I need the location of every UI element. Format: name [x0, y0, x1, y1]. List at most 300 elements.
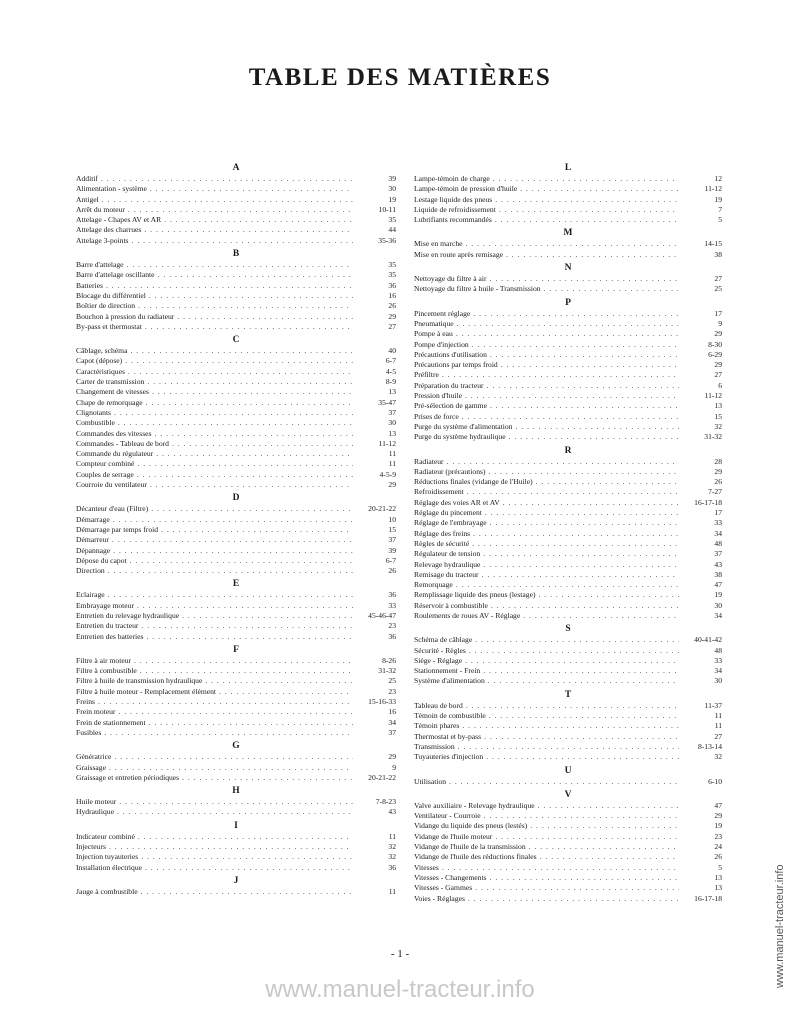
dot-leader: [104, 728, 353, 738]
entry-pages: 28: [714, 456, 722, 466]
entry-pages: 6: [718, 380, 722, 390]
entry-pages: 35: [388, 260, 396, 270]
entry-label: Purge du système d'alimentation: [414, 421, 513, 431]
entry-label: Combustible: [76, 418, 115, 428]
index-entry: [414, 529, 722, 539]
entry-label: Démarrage: [76, 514, 110, 524]
index-entry: [414, 656, 722, 666]
entry-pages: 11: [388, 449, 396, 459]
entry-label: Graissage: [76, 762, 106, 772]
index-entry: [414, 508, 722, 518]
entry-pages: 32: [388, 852, 396, 862]
entry-label: Blocage du différentiel: [76, 290, 146, 300]
index-entry: [414, 215, 722, 225]
index-entry: [76, 205, 396, 215]
entry-pages: 35-36: [378, 235, 396, 245]
section-letter: S: [565, 624, 571, 635]
dot-leader: [536, 477, 679, 487]
index-entry: [76, 546, 396, 556]
entry-label: Purge du système hydraulique: [414, 432, 506, 442]
dot-leader: [128, 205, 353, 215]
section-letter: A: [232, 163, 240, 173]
dot-leader: [219, 687, 353, 697]
side-watermark: www.manuel-tracteur.info: [774, 864, 786, 988]
index-entry: [414, 319, 722, 329]
dot-leader: [164, 215, 353, 225]
index-entry: [414, 560, 722, 570]
index-entry: [76, 184, 396, 194]
index-entry: [414, 832, 722, 842]
index-entry: [414, 842, 722, 852]
entry-label: Huile moteur: [76, 797, 117, 807]
index-entry: [76, 515, 396, 525]
entry-pages: 30: [714, 676, 722, 686]
entry-label: Lestage liquide des pneus: [414, 194, 493, 204]
entry-label: Pincement réglage: [414, 308, 471, 318]
entry-label: Chape de remorquage: [76, 397, 143, 407]
entry-pages: 27: [714, 274, 722, 284]
entry-pages: 11: [388, 459, 396, 469]
dot-leader: [509, 432, 679, 442]
entry-label: Graissage et entretien périodiques: [76, 772, 180, 782]
index-entry: [76, 449, 396, 459]
entry-label: Entretien du tracteur: [76, 621, 139, 631]
index-entry: [414, 711, 722, 721]
entry-pages: 11: [714, 721, 722, 731]
section-letter: B: [232, 249, 240, 260]
entry-pages: 17: [714, 308, 722, 318]
entry-pages: 8-30: [708, 339, 722, 349]
index-entry: [76, 621, 396, 631]
entry-label: Bouchon à pression du radiateur: [76, 311, 175, 321]
entry-label: Mise en marche: [414, 239, 463, 249]
index-entry: [76, 459, 396, 469]
index-entry: [414, 401, 722, 411]
entry-pages: 40-41-42: [694, 635, 722, 645]
entry-pages: 24: [714, 842, 722, 852]
entry-label: Installation électrique: [76, 862, 142, 872]
entry-label: Remorquage: [414, 580, 453, 590]
entry-label: Témoin de combustible: [414, 711, 486, 721]
entry-label: Vidange de l'huile de la transmission: [414, 842, 526, 852]
dot-leader: [473, 529, 679, 539]
dot-leader: [125, 356, 353, 366]
entry-pages: 9: [392, 762, 396, 772]
entry-label: Lampe-témoin de pression d'huile: [414, 184, 518, 194]
entry-pages: 11-12: [704, 184, 722, 194]
dot-leader: [483, 666, 679, 676]
index-entry: [76, 195, 396, 205]
entry-label: Entretien du relevage hydraulique: [76, 610, 180, 620]
entry-label: Attelage 3-points: [76, 235, 129, 245]
index-section: [76, 740, 396, 783]
entry-label: Génératrice: [76, 752, 112, 762]
index-entry: [76, 590, 396, 600]
entry-pages: 34: [388, 717, 396, 727]
dot-leader: [113, 515, 353, 525]
entry-label: Barre d'attelage: [76, 260, 124, 270]
index-entry: [76, 556, 396, 566]
index-entry: [76, 346, 396, 356]
dot-leader: [137, 470, 353, 480]
dot-leader: [530, 821, 679, 831]
entry-pages: 32: [714, 421, 722, 431]
dot-leader: [491, 601, 679, 611]
entry-label: Préparation du tracteur: [414, 380, 484, 390]
entry-label: Remisage du tracteur: [414, 569, 479, 579]
section-letter: G: [232, 741, 240, 752]
dot-leader: [177, 312, 353, 322]
entry-label: Pompe à eau: [414, 329, 453, 339]
index-entry: [76, 763, 396, 773]
index-entry: [414, 721, 722, 731]
entry-pages: 9: [718, 318, 722, 328]
dot-leader: [490, 350, 679, 360]
index-entry: [76, 832, 396, 842]
entry-pages: 33: [388, 600, 396, 610]
index-entry: [76, 312, 396, 322]
index-entry: [76, 566, 396, 576]
entry-pages: 7-8-23: [375, 797, 396, 807]
entry-label: Pneumatique: [414, 318, 454, 328]
index-entry: [76, 728, 396, 738]
entry-pages: 29: [714, 811, 722, 821]
entry-label: Indicateur combiné: [76, 831, 135, 841]
index-entry: [414, 467, 722, 477]
entry-label: Témoin phares: [414, 721, 460, 731]
entry-label: Réductions finales (vidange de l'Huile): [414, 477, 533, 487]
entry-pages: 47: [714, 800, 722, 810]
index-entry: [414, 580, 722, 590]
index-entry: [414, 487, 722, 497]
dot-leader: [146, 632, 353, 642]
index-entry: [76, 807, 396, 817]
index-entry: [414, 250, 722, 260]
entry-pages: 6-10: [708, 776, 722, 786]
entry-label: Vitesses - Changements: [414, 872, 487, 882]
dot-leader: [467, 487, 679, 497]
entry-label: Barre d'attelage oscillante: [76, 270, 155, 280]
dot-leader: [98, 697, 353, 707]
dot-leader: [490, 518, 679, 528]
dot-leader: [112, 535, 353, 545]
watermark: www.manuel-tracteur.info: [265, 976, 535, 1003]
index-entry: [414, 590, 722, 600]
page-number: - 1 -: [390, 948, 410, 960]
dot-leader: [137, 459, 353, 469]
dot-leader: [503, 498, 679, 508]
entry-pages: 26: [714, 477, 722, 487]
index-entry: [414, 432, 722, 442]
index-entry: [76, 270, 396, 280]
index-entry: [414, 873, 722, 883]
entry-pages: 11: [388, 886, 396, 896]
entry-pages: 38: [714, 569, 722, 579]
entry-pages: 11: [714, 711, 722, 721]
entry-pages: 19: [714, 821, 722, 831]
index-entry: [414, 539, 722, 549]
index-entry: [76, 387, 396, 397]
dot-leader: [442, 863, 679, 873]
dot-leader: [489, 711, 679, 721]
entry-label: Préfiltre: [414, 370, 439, 380]
index-entry: [76, 480, 396, 490]
dot-leader: [150, 184, 353, 194]
index-entry: [76, 291, 396, 301]
index-entry: [76, 301, 396, 311]
dot-leader: [475, 883, 679, 893]
index-entry: [414, 477, 722, 487]
index-entry: [414, 863, 722, 873]
index-entry: [76, 398, 396, 408]
entry-pages: 29: [714, 329, 722, 339]
entry-label: Voies - Réglages: [414, 893, 465, 903]
entry-label: Vidange du liquide des pneus (lestés): [414, 821, 528, 831]
entry-label: Radiateur (précautions): [414, 466, 486, 476]
entry-label: Réglage du pincement: [414, 508, 482, 518]
entry-pages: 48: [714, 645, 722, 655]
entry-pages: 31-32: [378, 666, 396, 676]
entry-pages: 27: [714, 731, 722, 741]
index-entry: [414, 239, 722, 249]
entry-label: Carter de transmission: [76, 377, 145, 387]
index-entry: [76, 525, 396, 535]
entry-pages: 32: [388, 842, 396, 852]
dot-leader: [483, 549, 679, 559]
section-letter: P: [565, 297, 571, 308]
entry-label: Compteur combiné: [76, 459, 135, 469]
entry-label: Régulateur de tension: [414, 549, 481, 559]
entry-label: Clignotants: [76, 407, 112, 417]
dot-leader: [499, 205, 679, 215]
entry-label: Démarreur: [76, 535, 109, 545]
entry-pages: 38: [714, 249, 722, 259]
dot-leader: [529, 842, 679, 852]
entry-pages: 11-12: [704, 391, 722, 401]
index-entry: [414, 205, 722, 215]
entry-pages: 11-37: [704, 700, 722, 710]
index-entry: [414, 309, 722, 319]
dot-leader: [482, 570, 679, 580]
entry-pages: 36: [388, 590, 396, 600]
section-letter: U: [564, 765, 572, 776]
index-entry: [76, 236, 396, 246]
entry-label: Hydraulique: [76, 807, 114, 817]
dot-leader: [114, 408, 353, 418]
index-entry: [414, 549, 722, 559]
entry-pages: 13: [714, 401, 722, 411]
dot-leader: [495, 832, 679, 842]
entry-label: Direction: [76, 566, 105, 576]
dot-leader: [488, 676, 679, 686]
entry-pages: 44: [388, 225, 396, 235]
index-entry: [76, 470, 396, 480]
section-letter: F: [233, 644, 239, 655]
index-entry: [76, 852, 396, 862]
index-entry: [414, 329, 722, 339]
entry-label: Boîtier de direction: [76, 301, 136, 311]
index-entry: [414, 611, 722, 621]
entry-pages: 10: [388, 514, 396, 524]
entry-label: Réservoir à combustible: [414, 600, 488, 610]
index-section: [76, 492, 396, 576]
entry-label: Vitesses: [414, 862, 439, 872]
index-entry: [414, 498, 722, 508]
entry-pages: 37: [714, 549, 722, 559]
entry-label: Lubrifiants recommandés: [414, 215, 492, 225]
entry-pages: 32: [714, 752, 722, 762]
entry-pages: 5: [718, 215, 722, 225]
entry-label: Câblage, schéma: [76, 346, 128, 356]
index-entry: [76, 707, 396, 717]
dot-leader: [540, 852, 679, 862]
entry-pages: 29: [714, 360, 722, 370]
index-entry: [414, 174, 722, 184]
entry-label: Règles de sécurité: [414, 538, 470, 548]
entry-label: Tableau de bord: [414, 700, 463, 710]
dot-leader: [119, 797, 353, 807]
dot-leader: [538, 801, 679, 811]
entry-pages: 30: [388, 184, 396, 194]
index-section: [414, 689, 722, 763]
entry-pages: 34: [714, 528, 722, 538]
dot-leader: [487, 381, 679, 391]
dot-leader: [472, 539, 679, 549]
entry-pages: 13: [388, 387, 396, 397]
entry-label: Eclairage: [76, 590, 105, 600]
entry-pages: 16: [388, 290, 396, 300]
index-column-right: [414, 160, 722, 904]
index-entry: [414, 601, 722, 611]
dot-leader: [442, 370, 679, 380]
index-entry: [76, 752, 396, 762]
dot-leader: [520, 184, 679, 194]
dot-leader: [468, 894, 679, 904]
index-entry: [414, 635, 722, 645]
entry-label: Embrayage moteur: [76, 600, 134, 610]
dot-leader: [118, 707, 353, 717]
dot-leader: [462, 721, 679, 731]
index-entry: [76, 632, 396, 642]
index-section: [414, 445, 722, 622]
entry-label: Réglage des voies AR et AV: [414, 497, 500, 507]
entry-pages: 35: [388, 270, 396, 280]
entry-label: Prises de force: [414, 411, 459, 421]
entry-label: Nettoyage du filtre à air: [414, 274, 487, 284]
entry-pages: 36: [388, 280, 396, 290]
entry-label: Nettoyage du filtre à huile - Transmission: [414, 284, 541, 294]
entry-label: Capot (dépose): [76, 356, 123, 366]
dot-leader: [465, 656, 679, 666]
entry-pages: 15: [388, 524, 396, 534]
entry-label: Thermostat et by-pass: [414, 731, 482, 741]
index-entry: [76, 260, 396, 270]
entry-pages: 13: [714, 883, 722, 893]
entry-label: Additif: [76, 174, 98, 183]
index-entry: [414, 195, 722, 205]
dot-leader: [457, 319, 679, 329]
index-entry: [76, 773, 396, 783]
entry-pages: 47: [714, 580, 722, 590]
index-entry: [414, 676, 722, 686]
entry-pages: 26: [714, 852, 722, 862]
dot-leader: [172, 439, 353, 449]
dot-leader: [140, 666, 353, 676]
dot-leader: [130, 346, 353, 356]
entry-label: Batteries: [76, 280, 103, 290]
entry-label: Courroie du ventilateur: [76, 480, 147, 490]
entry-pages: 20-21-22: [368, 504, 396, 514]
index-entry: [414, 894, 722, 904]
index-entry: [414, 284, 722, 294]
entry-label: Vidange de l'huile moteur: [414, 831, 493, 841]
index-entry: [76, 718, 396, 728]
entry-pages: 6-7: [385, 356, 396, 366]
dot-leader: [118, 418, 353, 428]
entry-pages: 29: [388, 480, 396, 490]
dot-leader: [485, 508, 679, 518]
dot-leader: [138, 301, 353, 311]
entry-pages: 40: [388, 346, 396, 356]
entry-pages: 19: [388, 194, 396, 204]
entry-pages: 29: [388, 752, 396, 762]
entry-label: Valve auxiliaire - Relevage hydraulique: [414, 800, 535, 810]
index-entry: [414, 274, 722, 284]
entry-label: Refroidissement: [414, 487, 464, 497]
section-letter: H: [232, 786, 240, 797]
entry-label: Transmission: [414, 741, 455, 751]
entry-pages: 25: [714, 284, 722, 294]
index-entry: [414, 457, 722, 467]
index-entry: [76, 367, 396, 377]
entry-pages: 8-9: [385, 377, 396, 387]
dot-leader: [113, 546, 353, 556]
index-section: [76, 162, 396, 246]
dot-leader: [544, 284, 679, 294]
dot-leader: [456, 580, 679, 590]
dot-leader: [484, 811, 679, 821]
entry-pages: 6-7: [385, 555, 396, 565]
dot-leader: [109, 763, 353, 773]
entry-label: Radiateur: [414, 456, 444, 466]
dot-leader: [145, 322, 353, 332]
index-entry: [76, 842, 396, 852]
index-entry: [76, 676, 396, 686]
index-entry: [414, 801, 722, 811]
entry-pages: 39: [388, 174, 396, 183]
index-entry: [76, 429, 396, 439]
index-entry: [414, 350, 722, 360]
entry-label: Freins: [76, 697, 95, 707]
entry-pages: 37: [388, 535, 396, 545]
entry-pages: 13: [388, 428, 396, 438]
entry-label: Remplissage liquide des pneus (lestage): [414, 590, 536, 600]
index-entry: [76, 225, 396, 235]
entry-label: Précautions d'utilisation: [414, 349, 487, 359]
dot-leader: [108, 590, 353, 600]
dot-leader: [490, 873, 679, 883]
section-letter: C: [232, 335, 240, 346]
entry-label: Injection tuyauteries: [76, 852, 139, 862]
entry-pages: 16-17-18: [694, 893, 722, 903]
dot-leader: [538, 590, 679, 600]
dot-leader: [141, 852, 353, 862]
dot-leader: [449, 777, 679, 787]
dot-leader: [466, 239, 680, 249]
entry-label: Démarrage par temps froid: [76, 524, 159, 534]
index-entry: [76, 174, 396, 184]
entry-pages: 39: [388, 545, 396, 555]
